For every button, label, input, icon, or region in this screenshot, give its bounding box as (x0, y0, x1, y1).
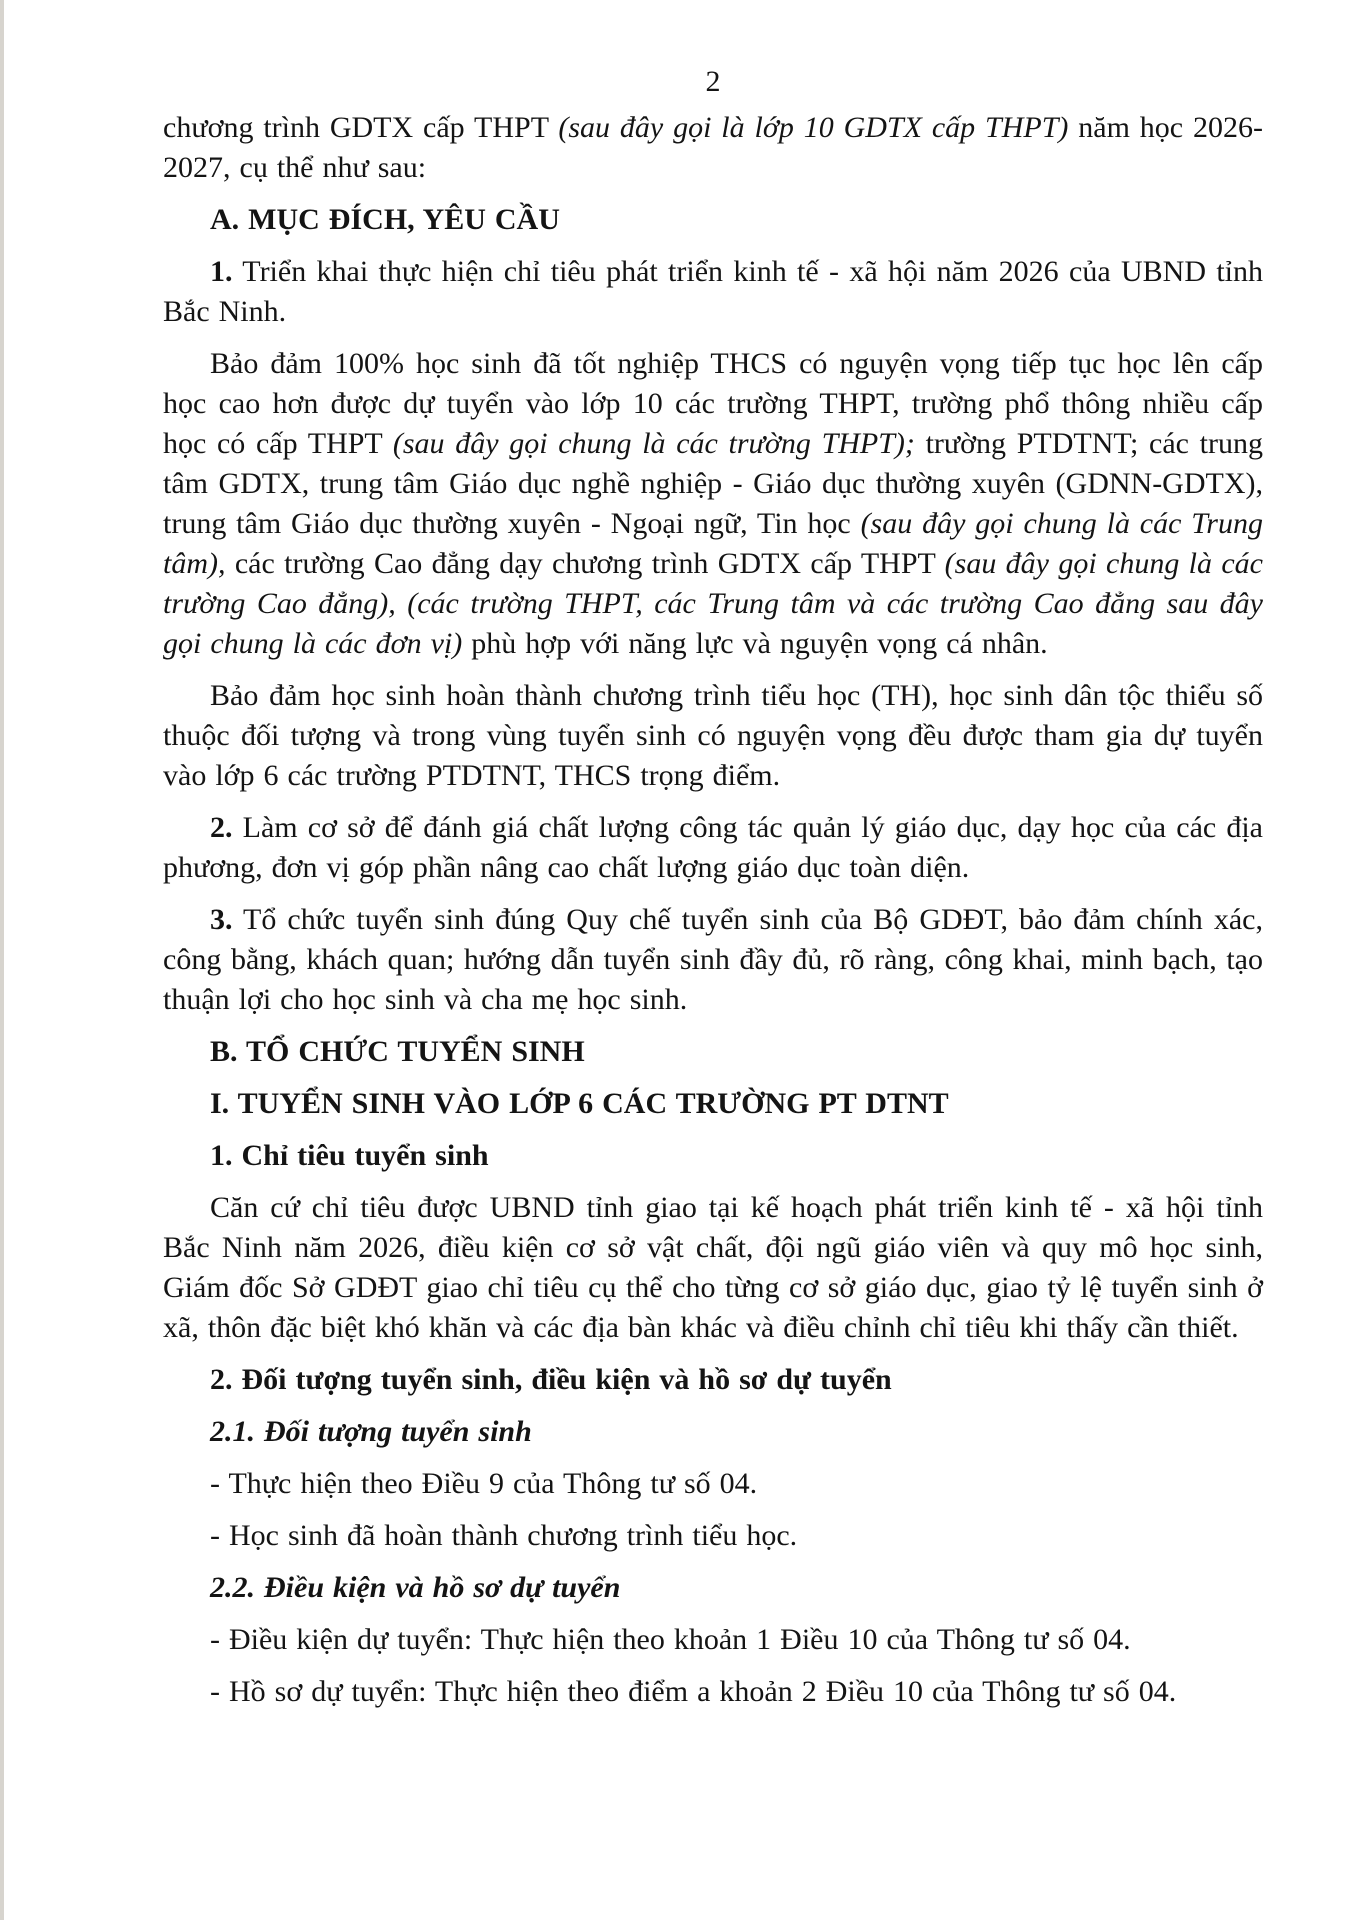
heading-section-a: A. MỤC ĐÍCH, YÊU CẦU (210, 203, 560, 236)
baodam-thcs-italic-3: (sau đây gọi chung là các trường Cao đẳng), (các trường THPT, các Trung tâm và các trường Cao đẳng sau đây gọi chung là các đơn vị) (163, 547, 1263, 660)
heading-2-doi-tuong: 2. Đối tượng tuyển sinh, điều kiện và hồ sơ dự tuyển (210, 1363, 892, 1396)
heading-2-2: 2.2. Điều kiện và hồ sơ dự tuyển (210, 1571, 621, 1604)
intro-text-end: năm học 2026-2027, cụ thể như sau: (163, 111, 1263, 184)
paragraph-item-2 (163, 808, 1263, 888)
bullet-2-1-b: - Học sinh đã hoàn thành chương trình tiểu học. (210, 1519, 798, 1552)
page-number: 2 (705, 65, 721, 98)
item-2-text: Làm cơ sở để đánh giá chất lượng công tác quản lý giáo dục, dạy học của các địa phương, đơn vị góp phần nâng cao chất lượng giáo dục toàn diện. (163, 811, 1263, 884)
intro-text: chương trình GDTX cấp THPT (163, 111, 559, 144)
baodam-thcs-text-4: phù hợp với năng lực và nguyện vọng cá nhân. (462, 627, 1048, 660)
baodam-thcs-italic-2: (sau đây gọi chung là các Trung tâm), (163, 507, 1263, 580)
paragraph-baodam-thcs (163, 344, 1263, 664)
heading-1-chi-tieu: 1. Chỉ tiêu tuyển sinh (210, 1139, 489, 1172)
paragraph-can-cu: Căn cứ chỉ tiêu được UBND tỉnh giao tại kế hoạch phát triển kinh tế - xã hội tỉnh Bắc Ninh năm 2026, điều kiện cơ sở vật chất, đội ngũ giáo viên và quy mô học sinh, Giám đốc Sở GDĐT giao chỉ tiêu cụ thể cho từng cơ sở giáo dục, giao tỷ lệ tuyển sinh ở xã, thôn đặc biệt khó khăn và các địa bàn khác và điều chỉnh chỉ tiêu khi thấy cần thiết. (163, 1191, 1263, 1344)
item-1-number: 1. (210, 255, 233, 288)
heading-sub-i: I. TUYỂN SINH VÀO LỚP 6 CÁC TRƯỜNG PT DTNT (210, 1087, 949, 1120)
baodam-thcs-text-1: Bảo đảm 100% học sinh đã tốt nghiệp THCS có nguyện vọng tiếp tục học lên cấp học cao hơn được dự tuyển vào lớp 10 các trường THPT, trường phổ thông nhiều cấp học có cấp THPT (163, 347, 1263, 460)
bullet-2-2-b: - Hồ sơ dự tuyển: Thực hiện theo điểm a khoản 2 Điều 10 của Thông tư số 04. (210, 1675, 1177, 1708)
item-3-text: Tổ chức tuyển sinh đúng Quy chế tuyển sinh của Bộ GDĐT, bảo đảm chính xác, công bằng, khách quan; hướng dẫn tuyển sinh đầy đủ, rõ ràng, công khai, minh bạch, tạo thuận lợi cho học sinh và cha mẹ học sinh. (163, 903, 1263, 1016)
item-2-number: 2. (210, 811, 233, 844)
paragraph-baodam-th: Bảo đảm học sinh hoàn thành chương trình tiểu học (TH), học sinh dân tộc thiểu số thuộc đối tượng và trong vùng tuyển sinh có nguyện vọng đều được tham gia dự tuyển vào lớp 6 các trường PTDTNT, THCS trọng điểm. (163, 679, 1263, 792)
paragraph-intro (163, 108, 1263, 188)
heading-2-1: 2.1. Đối tượng tuyển sinh (210, 1415, 532, 1448)
intro-italic-note: (sau đây gọi là lớp 10 GDTX cấp THPT) (558, 111, 1069, 144)
bullet-2-1-a: - Thực hiện theo Điều 9 của Thông tư số 04. (210, 1467, 758, 1500)
baodam-thcs-text-2: trường PTDTNT; các trung tâm GDTX, trung tâm Giáo dục nghề nghiệp - Giáo dục thường xuyên (GDNN-GDTX), trung tâm Giáo dục thường xuyên - Ngoại ngữ, Tin học (163, 427, 1263, 540)
baodam-thcs-italic-1: (sau đây gọi chung là các trường THPT); (392, 427, 915, 460)
baodam-thcs-text-3: các trường Cao đẳng dạy chương trình GDTX cấp THPT (225, 547, 945, 580)
item-1-text: Triển khai thực hiện chỉ tiêu phát triển kinh tế - xã hội năm 2026 của UBND tỉnh Bắc Ninh. (163, 255, 1263, 328)
paragraph-item-3 (163, 900, 1263, 1020)
bullet-2-2-a: - Điều kiện dự tuyển: Thực hiện theo khoản 1 Điều 10 của Thông tư số 04. (210, 1623, 1131, 1656)
paragraph-item-1 (163, 252, 1263, 332)
heading-section-b: B. TỔ CHỨC TUYỂN SINH (210, 1035, 585, 1068)
item-3-number: 3. (210, 903, 233, 936)
